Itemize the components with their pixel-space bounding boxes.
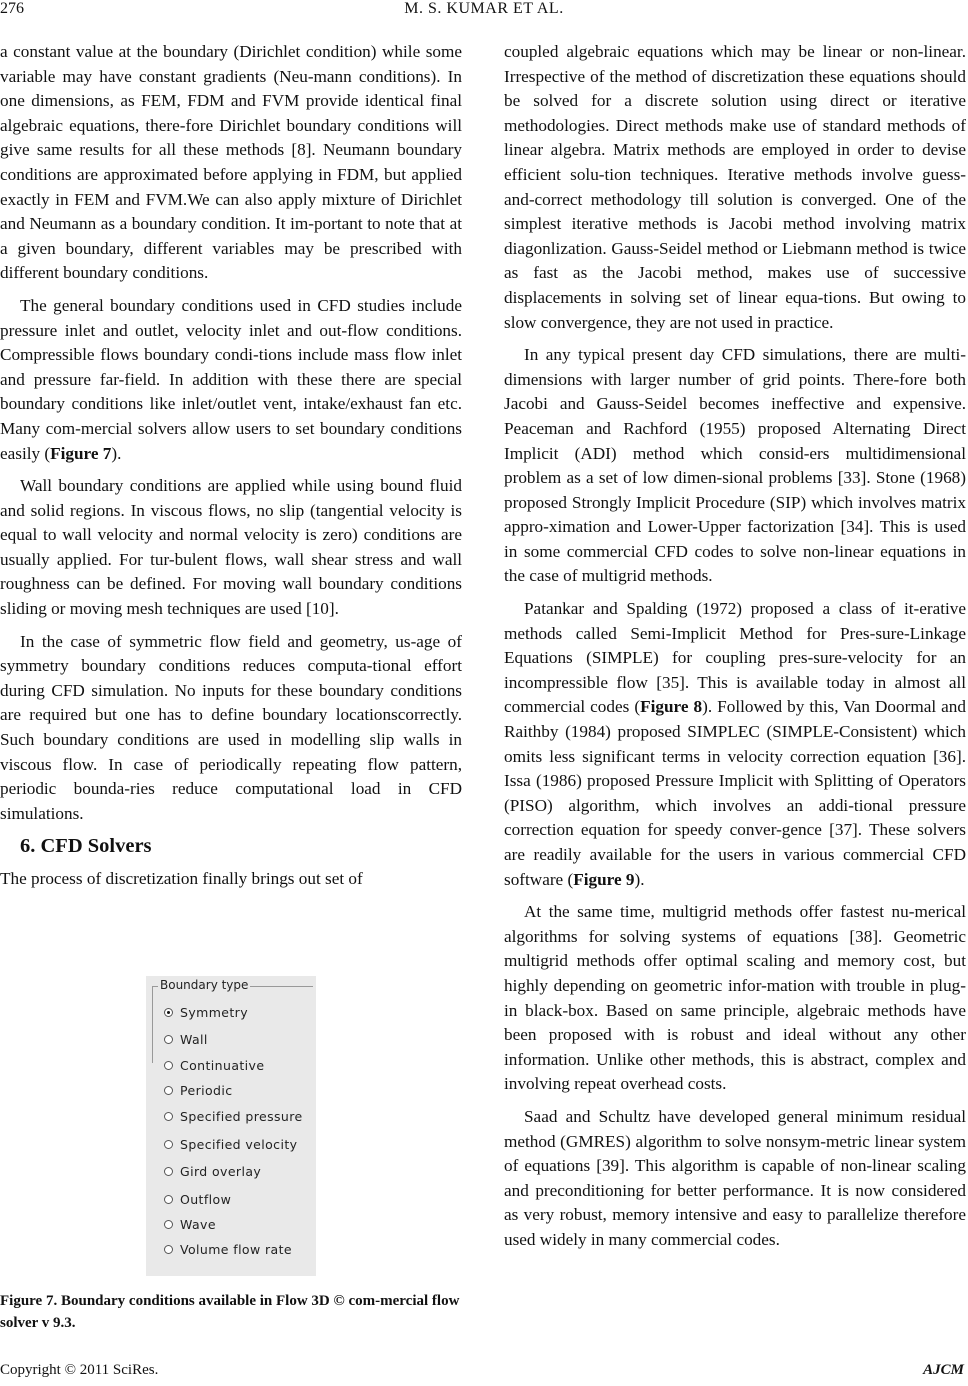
section-heading: 6. CFD Solvers: [20, 835, 152, 858]
radio-icon: [164, 1035, 173, 1044]
paragraph-text: ).: [111, 443, 122, 463]
radio-icon: [164, 1245, 173, 1254]
radio-option-continuative[interactable]: [164, 1055, 264, 1075]
paragraph: [0, 294, 462, 466]
radio-icon: [164, 1061, 173, 1070]
copyright: Copyright © 2011 SciRes.: [0, 1362, 159, 1378]
radio-label: Specified velocity: [180, 1136, 298, 1152]
groupbox-frame: [152, 986, 313, 1063]
paragraph-text: The general boundary conditions used in CFD studies include pressure inlet and outlet, velocity inlet and out-flow conditions. Compressible flows boundary condi-tions include mass flow inlet and pressure far-field. In addition with these there are special boundary conditions like inlet/outlet vent, intake/exhaust fan etc. Many com-mercial solvers allow users to set boundary conditions easily (: [0, 295, 462, 463]
radio-icon: [164, 1195, 173, 1204]
paragraph: a constant value at the boundary (Dirichlet condition) while some variable may have constant gradients (Neu-mann conditions). In one dimensions, as FEM, FDM and FVM provide identical final algebraic equations, there-fore Dirichlet boundary conditions will give same results for all these methods [8]. Neumann boundary conditions are approximated before applying in FDM, but applied exactly in FEM and FVM.We can also apply mixture of Dirichlet and Neumann as a boundary condition. It im-portant to note that at a given boundary, different variables may be prescribed with different boundary conditions.: [0, 42, 462, 283]
radio-icon: [164, 1112, 173, 1121]
paragraph-text: ).: [634, 869, 645, 889]
figure-reference[interactable]: Figure 8: [640, 697, 703, 717]
figure-caption: Figure 7. Boundary conditions available in Flow 3D © com-mercial flow solver v 9.3.: [0, 1293, 460, 1331]
groupbox-legend: Boundary type: [160, 978, 249, 992]
journal-name: AJCM: [923, 1362, 964, 1378]
page-number: 276: [0, 0, 24, 17]
radio-option-gird-overlay[interactable]: [164, 1161, 261, 1181]
paragraph-text: ). Followed by this, Van Doormal and Raithby (1984) proposed SIMPLEC (SIMPLE-Consistent) which omits less significant terms in velocity correction equation [36]. Issa (1986) proposed Pressure Implicit with Splitting of Operators (PISO) algorithm, which involves an addi-tional pressure correction equation for speedy conver-gence [37]. These solvers are readily available for the users in various commercial CFD software (: [504, 697, 966, 889]
radio-label: Periodic: [180, 1082, 233, 1098]
paragraph: In the case of symmetric flow field and geometry, us-age of symmetry boundary conditions reduces computa-tional effort during CFD simulation. No inputs for these boundary conditions are required but one has to define boundary locationscorrectly. Such boundary conditions are used in modelling slip walls in viscous flow. In case of periodically repeating flow pattern, periodic bounda-ries reduce computational load in CFD simulations.: [0, 631, 462, 823]
radio-option-specified-velocity[interactable]: [164, 1134, 297, 1154]
radio-label: Outflow: [180, 1191, 232, 1207]
right-column: [504, 40, 966, 1261]
left-column: [0, 40, 462, 900]
paragraph: [504, 597, 966, 892]
running-title: M. S. KUMAR ET AL.: [404, 0, 564, 17]
figure-reference[interactable]: Figure 9: [573, 869, 635, 889]
figure-reference[interactable]: Figure 7: [50, 443, 112, 463]
paragraph: In any typical present day CFD simulations, there are multi-dimensions with larger number of grid points. There-fore both Jacobi and Gauss-Seidel becomes ineffective and expensive. Peaceman and Rachford (1955) proposed Alternating Direct Implicit (ADI) method which consid-ers multidimensional problem as a set of low dimen-sional problems [33]. Stone (1968) proposed Strongly Implicit Procedure (SIP) which involves matrix appro-ximation and Lower-Upper factorization [34]. This is used in some commercial CFD codes to solve non-linear equations in the case of multigrid methods.: [504, 345, 966, 586]
radio-option-periodic[interactable]: [164, 1080, 233, 1100]
radio-label: Volume flow rate: [180, 1241, 292, 1257]
radio-label: Continuative: [180, 1057, 265, 1073]
radio-option-specified-pressure[interactable]: [164, 1106, 303, 1126]
paragraph: Saad and Schultz have developed general minimum residual method (GMRES) algorithm to solve nonsym-metric linear system of equations [39]. This algorithm is capable of non-linear scaling and preconditioning for better performance. It is now considered as very robust, memory intensive and easy to parallelize therefore used widely in many commercial codes.: [504, 1106, 966, 1249]
radio-option-symmetry[interactable]: [164, 1002, 248, 1022]
paragraph: The process of discretization finally brings out set of: [0, 869, 363, 888]
radio-option-wall[interactable]: [164, 1029, 208, 1049]
paragraph: Wall boundary conditions are applied while using bound fluid and solid regions. In viscous flows, no slip (tangential velocity is equal to wall velocity and normal velocity is zero) conditions are usually applied. For tur-bulent flows, wall shear stress and wall roughness can be defined. For moving wall boundary conditions sliding or moving mesh techniques are used [10].: [0, 476, 462, 619]
radio-icon: [164, 1220, 173, 1229]
radio-label: Symmetry: [180, 1004, 249, 1020]
radio-checked-icon: [164, 1008, 173, 1017]
radio-label: Specified pressure: [180, 1108, 303, 1124]
paragraph: At the same time, multigrid methods offer fastest nu-merical algorithms for solving systems of equations [38]. Geometric multigrid methods offer optimal scaling and memory cost, but highly depending on geometric infor-mation with trouble in plug-in black-box. Based on same principle, algebraic methods have been proposed with is robust and ideal without any other information. Unlike other methods, this is abstract, complex and involving repeat overhead costs.: [504, 902, 966, 1094]
radio-icon: [164, 1167, 173, 1176]
paragraph-text: Patankar and Spalding (1972) proposed a class of it-erative methods called Semi-Implicit Method for Pres-sure-Linkage Equations (SIMPLE) for coupling pres-sure-velocity for an incompressible flow [35]. This is available today in almost all commercial codes (: [504, 599, 966, 717]
radio-label: Gird overlay: [180, 1163, 262, 1179]
radio-icon: [164, 1140, 173, 1149]
radio-option-outflow[interactable]: [164, 1189, 231, 1209]
radio-option-wave[interactable]: [164, 1214, 216, 1234]
radio-icon: [164, 1086, 173, 1095]
radio-label: Wave: [180, 1216, 216, 1232]
boundary-type-figure: [146, 976, 316, 1276]
paragraph: coupled algebraic equations which may be linear or non-linear. Irrespective of the method of discretization these equations should be solved for a discrete solution using direct or iterative methodologies. Direct methods make use of standard methods of linear algebra. Matrix methods are employed in order to devise efficient solu-tion techniques. Iterative methods involve guess-and-correct methodology till solution is converged. One of the simplest iterative methods is Jacobi method involving matrix diagonlization. Gauss-Seidel method or Liebmann method is twice as fast as the Jacobi method, makes use of successive displacements in solving set of linear equa-tions. But owing to slow convergence, they are not used in practice.: [504, 42, 966, 332]
radio-option-volume-flow-rate[interactable]: [164, 1239, 292, 1259]
radio-label: Wall: [180, 1031, 208, 1047]
